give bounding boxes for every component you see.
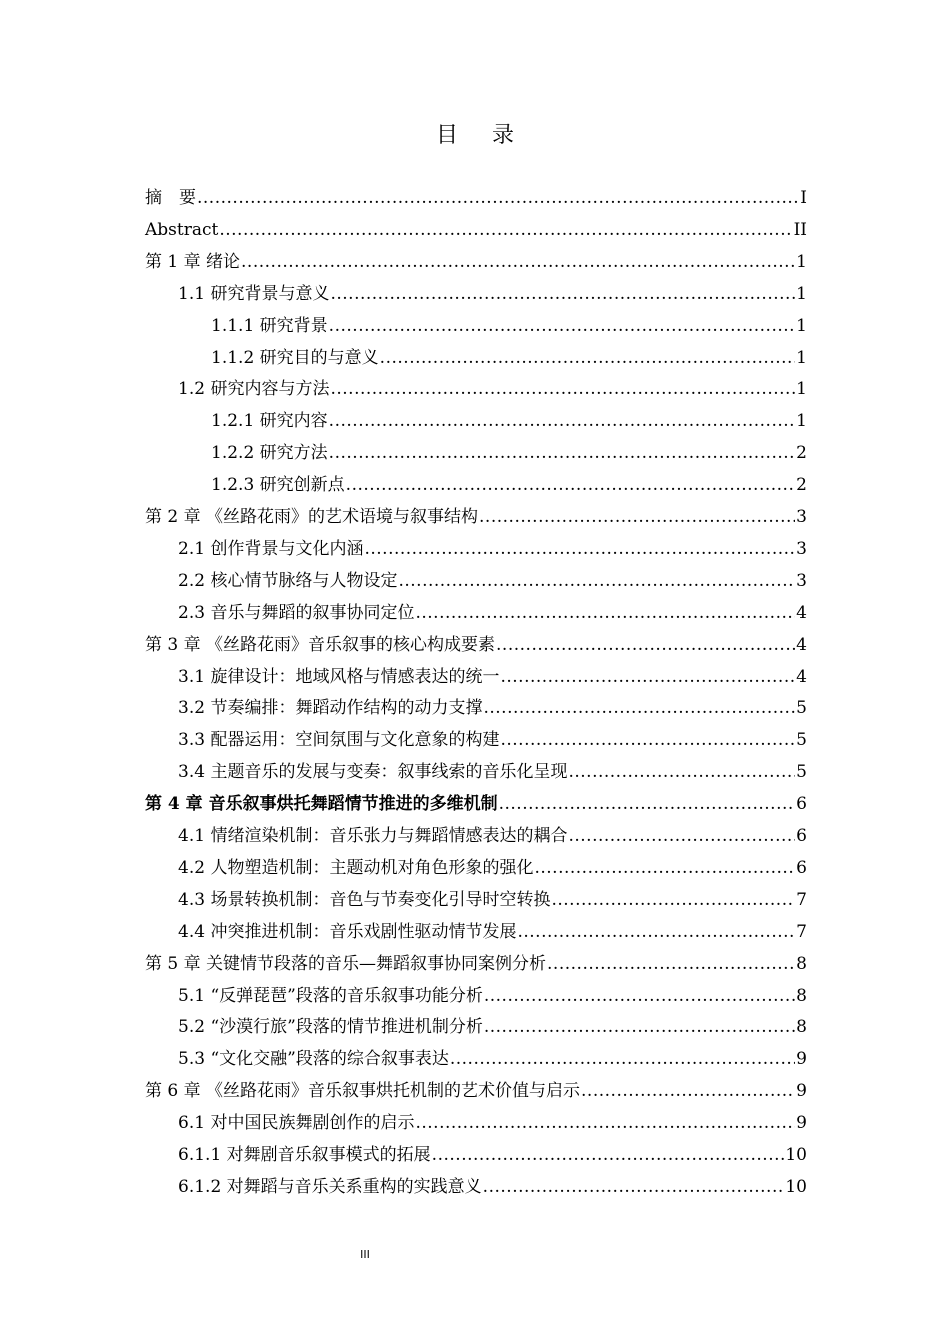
toc-leader-dots <box>329 410 796 432</box>
toc-entry-label: 第 3 章 《丝路花雨》音乐叙事的核心构成要素 <box>145 634 496 655</box>
toc-entry-label: 摘 要 <box>145 188 196 208</box>
toc-entry-label: 1.1.1 研究背景 <box>211 315 328 336</box>
toc-entry-page: II <box>793 219 807 240</box>
toc-entry-page: 1 <box>796 283 807 304</box>
toc-entry[interactable] <box>178 1170 807 1198</box>
toc-entry[interactable] <box>211 309 807 337</box>
toc-entry-page: 5 <box>796 698 807 719</box>
toc-entry-label: 2.2 核心情节脉络与人物设定 <box>178 570 398 591</box>
toc-entry-label: Abstract <box>145 219 219 240</box>
toc-leader-dots <box>581 1080 795 1102</box>
toc-entry-page: 8 <box>796 985 807 1006</box>
toc-entry-label: 6.1.1 对舞剧音乐叙事模式的拓展 <box>178 1145 431 1165</box>
toc-leader-dots <box>568 825 795 847</box>
toc-leader-dots <box>450 1048 795 1070</box>
toc-entry[interactable] <box>145 181 807 209</box>
toc-entry[interactable] <box>178 915 807 943</box>
toc-entry[interactable] <box>178 596 807 624</box>
page-number: III <box>360 1248 370 1261</box>
toc-leader-dots <box>534 857 795 879</box>
toc-leader-dots <box>415 1112 795 1134</box>
toc-entry-label: 5.2 “沙漠行旅”段落的情节推进机制分析 <box>178 1017 483 1038</box>
toc-entry[interactable] <box>178 819 807 847</box>
toc-leader-dots <box>484 985 795 1007</box>
toc-entry[interactable] <box>178 372 807 400</box>
toc-leader-dots <box>547 953 795 975</box>
toc-leader-dots <box>197 187 799 209</box>
toc-entry[interactable] <box>145 947 807 975</box>
toc-entry[interactable] <box>178 691 807 719</box>
toc-entry-label: 第 2 章 《丝路花雨》的艺术语境与叙事结构 <box>145 507 479 527</box>
toc-entry[interactable] <box>145 1074 807 1102</box>
toc-entry-page: 1 <box>796 379 807 400</box>
toc-entry-label: 3.3 配器运用：空间氛围与文化意象的构建 <box>178 730 500 751</box>
toc-entry-page: 9 <box>796 1113 807 1134</box>
toc-entry-page: 3 <box>796 570 807 591</box>
toc-leader-dots <box>484 1016 795 1038</box>
toc-leader-dots <box>500 666 795 688</box>
toc-leader-dots <box>479 506 795 528</box>
toc-leader-dots <box>483 1176 785 1198</box>
toc-title-left: 目 <box>435 123 458 148</box>
toc-leader-dots <box>380 347 796 369</box>
toc-leader-dots <box>241 251 795 273</box>
toc-leader-dots <box>517 921 795 943</box>
toc-entry[interactable] <box>145 787 807 815</box>
toc-entry-page: 8 <box>796 953 807 974</box>
toc-entry-label: 3.4 主题音乐的发展与变奏：叙事线索的音乐化呈现 <box>178 762 568 783</box>
toc-entry-page: 10 <box>785 1145 807 1165</box>
toc-entry-page: I <box>800 188 807 208</box>
toc-leader-dots <box>568 761 795 783</box>
toc-entry-page: 10 <box>785 1176 807 1197</box>
toc-entry[interactable] <box>178 1106 807 1134</box>
toc-leader-dots <box>500 729 795 751</box>
toc-entry[interactable] <box>211 404 807 432</box>
toc-entry-page: 6 <box>796 826 807 846</box>
toc-title-right: 录 <box>492 123 515 148</box>
toc-entry[interactable] <box>178 1042 807 1070</box>
toc-entry-page: 6 <box>796 794 807 815</box>
toc-entry-page: 1 <box>796 315 807 336</box>
toc-leader-dots <box>496 634 795 656</box>
toc-entry-page: 1 <box>796 347 807 368</box>
toc-entry[interactable] <box>178 723 807 751</box>
toc-leader-dots <box>330 378 795 400</box>
toc-entry-label: 2.1 创作背景与文化内涵 <box>178 538 364 559</box>
toc-entry-page: 3 <box>796 538 807 559</box>
toc-leader-dots <box>398 570 795 592</box>
toc-leader-dots <box>499 793 796 815</box>
toc-entry-page: 4 <box>796 602 807 623</box>
toc-entry-label: 5.1 “反弹琵琶”段落的音乐叙事功能分析 <box>178 985 483 1006</box>
toc-entry[interactable] <box>178 660 807 688</box>
toc-entry[interactable] <box>178 532 807 560</box>
toc-entry[interactable] <box>211 341 807 369</box>
toc-entry-label: 4.1 情绪渲染机制：音乐张力与舞蹈情感表达的耦合 <box>178 826 568 846</box>
toc-entry-page: 3 <box>796 507 807 527</box>
toc-entry-label: 6.1.2 对舞蹈与音乐关系重构的实践意义 <box>178 1176 482 1197</box>
toc-entry-label: 4.4 冲突推进机制：音乐戏剧性驱动情节发展 <box>178 921 517 942</box>
toc-entry-label: 4.2 人物塑造机制：主题动机对角色形象的强化 <box>178 857 534 878</box>
toc-entry-label: 1.2.2 研究方法 <box>211 443 328 464</box>
toc-entry-page: 2 <box>796 475 807 496</box>
toc-entry-page: 4 <box>796 634 807 655</box>
toc-entry[interactable] <box>178 883 807 911</box>
toc-entry-page: 1 <box>796 251 807 272</box>
toc-entry-label: 1.1.2 研究目的与意义 <box>211 347 379 368</box>
toc-leader-dots <box>432 1144 785 1166</box>
toc-entry-label: 1.1 研究背景与意义 <box>178 283 330 304</box>
toc-entry-label: 4.3 场景转换机制：音色与节奏变化引导时空转换 <box>178 889 551 910</box>
toc-entry[interactable] <box>145 245 807 273</box>
toc-entry-page: 2 <box>796 443 807 464</box>
toc-entry[interactable] <box>178 564 807 592</box>
toc-entry-page: 4 <box>796 666 807 687</box>
toc-leader-dots <box>415 602 795 624</box>
toc-entry[interactable] <box>178 851 807 879</box>
toc-entry-page: 8 <box>796 1017 807 1038</box>
toc-leader-dots <box>329 315 796 337</box>
toc-leader-dots <box>330 283 795 305</box>
toc-leader-dots <box>551 889 795 911</box>
toc-entry-page: 5 <box>796 730 807 751</box>
toc-entry[interactable] <box>211 436 807 464</box>
toc-entry-label: 1.2.3 研究创新点 <box>211 475 345 496</box>
toc-entry-label: 2.3 音乐与舞蹈的叙事协同定位 <box>178 602 415 623</box>
toc-entry-label: 3.2 节奏编排：舞蹈动作结构的动力支撑 <box>178 698 483 719</box>
toc-entry-page: 7 <box>796 921 807 942</box>
toc-entry-label: 3.1 旋律设计：地域风格与情感表达的统一 <box>178 666 500 687</box>
toc-entry[interactable] <box>178 755 807 783</box>
toc-entry-page: 1 <box>796 411 807 432</box>
toc-entry-label: 5.3 “文化交融”段落的综合叙事表达 <box>178 1049 449 1070</box>
toc-leader-dots <box>346 474 796 496</box>
toc-entry[interactable] <box>145 213 807 241</box>
toc-entry[interactable] <box>145 500 807 528</box>
toc-entry[interactable] <box>178 277 807 305</box>
toc-entry-label: 第 4 章 音乐叙事烘托舞蹈情节推进的多维机制 <box>145 794 498 815</box>
toc-leader-dots <box>219 219 792 241</box>
toc-leader-dots <box>483 697 795 719</box>
toc-entry-label: 1.2 研究内容与方法 <box>178 379 330 400</box>
toc-entry[interactable] <box>145 628 807 656</box>
toc-entry[interactable] <box>211 468 807 496</box>
toc-entry-label: 1.2.1 研究内容 <box>211 411 328 432</box>
toc-entry-label: 第 6 章 《丝路花雨》音乐叙事烘托机制的艺术价值与启示 <box>145 1081 581 1102</box>
toc-leader-dots <box>364 538 795 560</box>
toc-entry-page: 9 <box>796 1049 807 1070</box>
toc-entry-page: 7 <box>796 889 807 910</box>
toc-entry-page: 9 <box>796 1081 807 1102</box>
toc-entry[interactable] <box>178 979 807 1007</box>
toc-entry-label: 第 5 章 关键情节段落的音乐—舞蹈叙事协同案例分析 <box>145 953 547 974</box>
toc-entry-page: 6 <box>796 857 807 878</box>
toc-leader-dots <box>329 442 796 464</box>
toc-entry-page: 5 <box>796 762 807 783</box>
toc-entry[interactable] <box>178 1010 807 1038</box>
toc-entry-label: 第 1 章 绪论 <box>145 251 241 272</box>
toc-entry[interactable] <box>178 1138 807 1166</box>
toc-entry-label: 6.1 对中国民族舞剧创作的启示 <box>178 1113 415 1134</box>
toc-title <box>0 118 950 149</box>
